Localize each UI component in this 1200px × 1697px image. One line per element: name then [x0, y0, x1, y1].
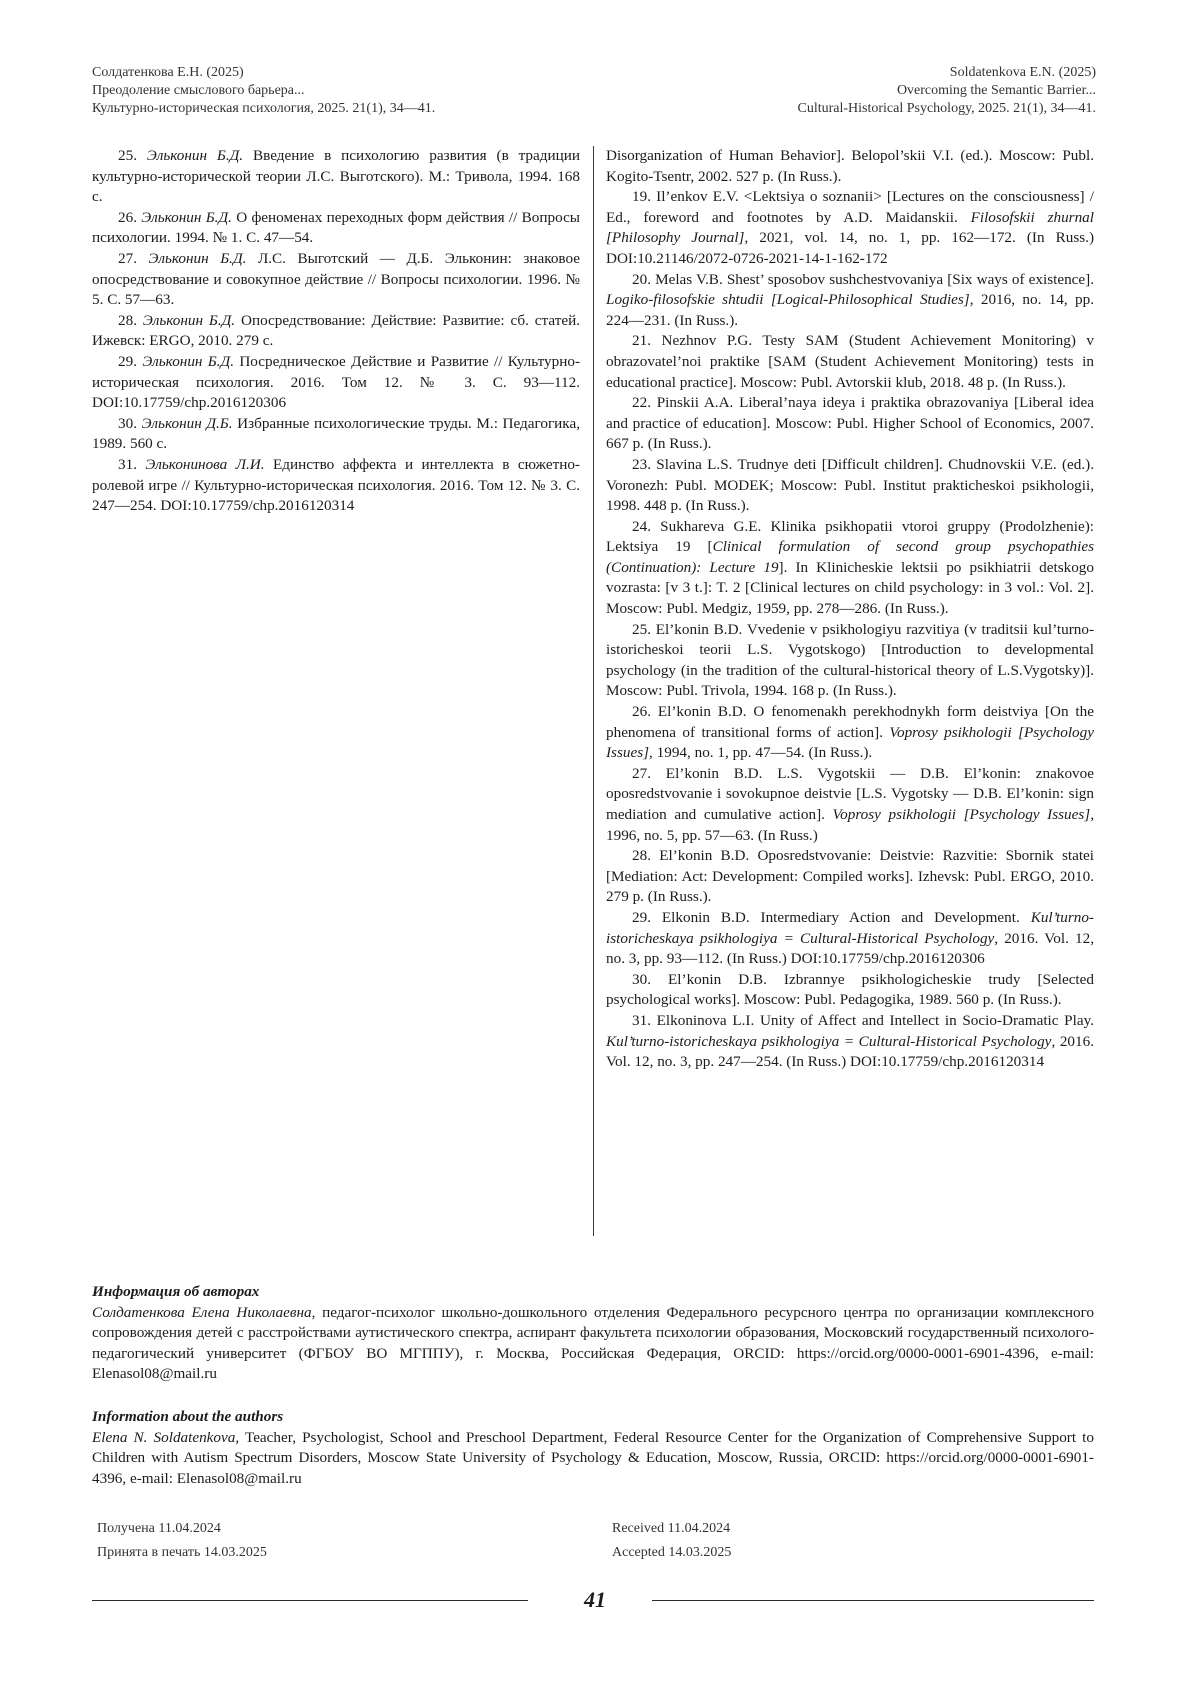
reference-en: 21. Nezhnov P.G. Testy SAM (Student Achievement Monitoring) v obrazovatel’noi praktike [SAM (Student Achievement Monitoring) tests in educational practice]. Moscow: Publ. Avtorskii klub, 2018. 48 p. (In Russ.).	[606, 331, 1094, 393]
footer-rule-left	[92, 1600, 528, 1601]
author-info-ru	[92, 1282, 1094, 1385]
reference-ru: 31. Эльконинова Л.И. Единство аффекта и интеллекта в сюжетно-ролевой игре // Культурно-историческая психология. 2016. Том 12. № 3. С. 247—254. DOI:10.17759/chp.2016120314	[92, 455, 580, 517]
reference-ru: 29. Эльконин Б.Д. Посредническое Действие и Развитие // Культурно-историческая психология. 2016. Том 12. № 3. С. 93—112. DOI:10.17759/chp.2016120306	[92, 352, 580, 414]
header-right-line-2: Overcoming the Semantic Barrier...	[797, 82, 1096, 100]
author-info-en	[92, 1407, 1094, 1489]
reference-ru: 26. Эльконин Б.Д. О феноменах переходных форм действия // Вопросы психологии. 1994. № 1. С. 47—54.	[92, 208, 580, 249]
column-divider	[593, 146, 594, 1236]
page-number: 41	[540, 1587, 650, 1613]
reference-ru: 30. Эльконин Д.Б. Избранные психологические труды. М.: Педагогика, 1989. 560 с.	[92, 414, 580, 455]
journal-page	[0, 0, 1200, 1697]
reference-en: 20. Melas V.B. Shest’ sposobov sushchestvovaniya [Six ways of existence]. Logiko-filosofskie shtudii [Logical-Philosophical Studies], 2016, no. 14, pp. 224—231. (In Russ.).	[606, 270, 1094, 332]
running-header-right	[797, 64, 1096, 118]
reference-en: 30. El’konin D.B. Izbrannye psikhologicheskie trudy [Selected psychological works]. Moscow: Publ. Pedagogika, 1989. 560 p. (In Russ.).	[606, 970, 1094, 1011]
reference-en: 28. El’konin B.D. Oposredstvovanie: Deistvie: Razvitie: Sbornik statei [Mediation: Act: Development: Compiled works]. Izhevsk: Publ. ERGO, 2010. 279 p. (In Russ.).	[606, 846, 1094, 908]
reference-en-continuation: Disorganization of Human Behavior]. Belopol’skii V.I. (ed.). Moscow: Publ. Kogito-Tsentr, 2002. 527 p. (In Russ.).	[606, 146, 1094, 187]
reference-ru: 25. Эльконин Б.Д. Введение в психологию развития (в традиции культурно-исторической теории Л.С. Выготского). М.: Тривола, 1994. 168 с.	[92, 146, 580, 208]
header-left-line-2: Преодоление смыслового барьера...	[92, 82, 435, 100]
reference-ru: 27. Эльконин Б.Д. Л.С. Выготский — Д.Б. Эльконин: знаковое опосредствование и совокупное действие // Вопросы психологии. 1996. № 5. С. 57—63.	[92, 249, 580, 311]
header-left-line-3: Культурно-историческая психология, 2025. 21(1), 34—41.	[92, 100, 435, 118]
reference-en: 25. El’konin B.D. Vvedenie v psikhologiyu razvitiya (v traditsii kul’turno-istoricheskoi teorii L.S. Vygotskogo) [Introduction to developmental psychology (in the tradition of the cultural-historical theory of L.S.Vygotsky)]. Moscow: Publ. Trivola, 1994. 168 p. (In Russ.).	[606, 620, 1094, 702]
reference-en: 23. Slavina L.S. Trudnye deti [Difficult children]. Chudnovskii V.E. (ed.). Voronezh: Publ. MODEK; Moscow: Publ. Institut prakticheskoi psikhologii, 1998. 448 p. (In Russ.).	[606, 455, 1094, 517]
author-info-en-text: Elena N. Soldatenkova, Teacher, Psychologist, School and Preschool Department, Federal Resource Center for the Organization of Comprehensive Support to Children with Autism Spectrum Disorders, Moscow State University of Psychology & Education, Moscow, Russia, ORCID: https://orcid.org/0000-0001-6901-4396, e-mail: Elenasol08@mail.ru	[92, 1428, 1094, 1490]
header-left-line-1: Солдатенкова Е.Н. (2025)	[92, 64, 435, 82]
reference-en: 27. El’konin B.D. L.S. Vygotskii — D.B. El’konin: znakovoe oposredstvovanie i sovokupnoe deistvie [L.S. Vygotsky — D.B. El’konin: sign mediation and cumulative action]. Voprosy psikhologii [Psychology Issues], 1996, no. 5, pp. 57—63. (In Russ.)	[606, 764, 1094, 846]
reference-en: 22. Pinskii A.A. Liberal’naya ideya i praktika obrazovaniya [Liberal idea and practice of education]. Moscow: Publ. Higher School of Economics, 2007. 667 p. (In Russ.).	[606, 393, 1094, 455]
reference-en: 24. Sukhareva G.E. Klinika psikhopatii vtoroi gruppy (Prodolzhenie): Lektsiya 19 [Clinical formulation of second group psychopathies (Continuation): Lecture 19]. In Klinicheskie lektsii po psikhiatrii detskogo vozrasta: [v 3 t.]: T. 2 [Clinical lectures on child psychology: in 3 vol.: Vol. 2]. Moscow: Publ. Medgiz, 1959, pp. 278—286. (In Russ.).	[606, 517, 1094, 620]
reference-ru: 28. Эльконин Б.Д. Опосредствование: Действие: Развитие: сб. статей. Ижевск: ERGO, 2010. 279 с.	[92, 311, 580, 352]
references-ru-column	[92, 146, 580, 517]
reference-en: 26. El’konin B.D. O fenomenakh perekhodnykh form deistviya [On the phenomena of transitional forms of action]. Voprosy psikhologii [Psychology Issues], 1994, no. 1, pp. 47—54. (In Russ.).	[606, 702, 1094, 764]
author-info-en-heading: Information about the authors	[92, 1407, 1094, 1428]
author-info-ru-text: Солдатенкова Елена Николаевна, педагог-психолог школьно-дошкольного отделения Федерального ресурсного центра по организации комплексного сопровождения детей с расстройствами аутистического спектра, аспирант факультета психологии образования, Московский государственный психолого-педагогический университет (ФГБОУ ВО МГППУ), г. Москва, Российская Федерация, ORCID: https://orcid.org/0000-0001-6901-4396, e-mail: Elenasol08@mail.ru	[92, 1303, 1094, 1385]
reference-en: 29. Elkonin B.D. Intermediary Action and Development. Kul’turno-istoricheskaya psikhologiya = Cultural-Historical Psychology, 2016. Vol. 12, no. 3, pp. 93—112. (In Russ.) DOI:10.17759/chp.2016120306	[606, 908, 1094, 970]
received-date-en: Received 11.04.2024	[612, 1517, 731, 1541]
header-right-line-3: Cultural-Historical Psychology, 2025. 21(1), 34—41.	[797, 100, 1096, 118]
author-info-ru-heading: Информация об авторах	[92, 1282, 1094, 1303]
accepted-date-en: Accepted 14.03.2025	[612, 1541, 731, 1565]
reference-en: 31. Elkoninova L.I. Unity of Affect and Intellect in Socio-Dramatic Play. Kul’turno-istoricheskaya psikhologiya = Cultural-Historical Psychology, 2016. Vol. 12, no. 3, pp. 247—254. (In Russ.) DOI:10.17759/chp.2016120314	[606, 1011, 1094, 1073]
running-header-left	[92, 64, 435, 118]
dates-en	[612, 1517, 731, 1565]
dates-ru	[97, 1517, 267, 1565]
accepted-date-ru: Принята в печать 14.03.2025	[97, 1541, 267, 1565]
received-date-ru: Получена 11.04.2024	[97, 1517, 267, 1541]
references-en-column	[606, 146, 1094, 1073]
header-right-line-1: Soldatenkova E.N. (2025)	[797, 64, 1096, 82]
footer-rule-right	[652, 1600, 1094, 1601]
reference-en: 19. Il’enkov E.V. <Lektsiya o soznanii> [Lectures on the consciousness] / Ed., foreword and footnotes by A.D. Maidanskii. Filosofskii zhurnal [Philosophy Journal], 2021, vol. 14, no. 1, pp. 162—172. (In Russ.) DOI:10.21146/2072-0726-2021-14-1-162-172	[606, 187, 1094, 269]
